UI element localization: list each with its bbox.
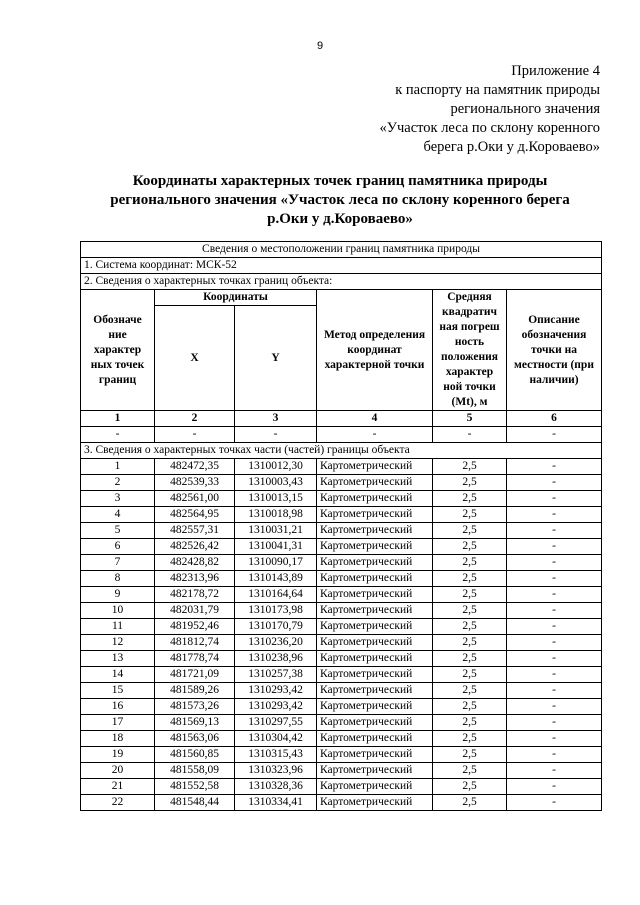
method-cell: Картометрический	[317, 523, 433, 539]
method-cell: Картометрический	[317, 747, 433, 763]
description-cell: -	[507, 539, 602, 555]
point-number-cell: 5	[81, 523, 155, 539]
x-coordinate-cell: 482557,31	[155, 523, 235, 539]
table-row	[81, 539, 602, 555]
table-row	[81, 795, 602, 811]
method-cell: Картометрический	[317, 571, 433, 587]
error-value-cell: 2,5	[433, 651, 507, 667]
point-number-cell: 22	[81, 795, 155, 811]
method-cell: Картометрический	[317, 459, 433, 475]
column-number-row	[81, 411, 602, 427]
error-value-cell: 2,5	[433, 619, 507, 635]
empty-cell: -	[507, 427, 602, 443]
x-coordinate-cell: 481558,09	[155, 763, 235, 779]
y-coordinate-cell: 1310297,55	[235, 715, 317, 731]
error-value-cell: 2,5	[433, 523, 507, 539]
table-row	[81, 747, 602, 763]
point-number-cell: 2	[81, 475, 155, 491]
boundary-points-section: 2. Сведения о характерных точках границ объекта:	[81, 274, 602, 290]
empty-cell: -	[155, 427, 235, 443]
error-value-cell: 2,5	[433, 587, 507, 603]
x-coordinate-cell: 481812,74	[155, 635, 235, 651]
error-value-cell: 2,5	[433, 475, 507, 491]
method-cell: Картометрический	[317, 667, 433, 683]
method-cell: Картометрический	[317, 715, 433, 731]
empty-cell: -	[235, 427, 317, 443]
error-value-cell: 2,5	[433, 779, 507, 795]
y-coordinate-cell: 1310090,17	[235, 555, 317, 571]
x-coordinate-cell: 481952,46	[155, 619, 235, 635]
point-number-cell: 4	[81, 507, 155, 523]
table-row	[81, 715, 602, 731]
header-error: Средняя квадратич ная погреш ность положения характер ной точки (Mt), м	[433, 290, 507, 411]
description-cell: -	[507, 731, 602, 747]
y-coordinate-cell: 1310304,42	[235, 731, 317, 747]
point-number-cell: 10	[81, 603, 155, 619]
appendix-heading	[379, 62, 600, 157]
table-row	[81, 475, 602, 491]
error-value-cell: 2,5	[433, 699, 507, 715]
description-cell: -	[507, 475, 602, 491]
y-coordinate-cell: 1310031,21	[235, 523, 317, 539]
y-coordinate-cell: 1310170,79	[235, 619, 317, 635]
y-coordinate-cell: 1310012,30	[235, 459, 317, 475]
y-coordinate-cell: 1310238,96	[235, 651, 317, 667]
table-row	[81, 507, 602, 523]
page-number: 9	[316, 40, 324, 52]
appendix-line: Приложение 4	[511, 63, 600, 79]
x-coordinate-cell: 481563,06	[155, 731, 235, 747]
method-cell: Картометрический	[317, 491, 433, 507]
y-coordinate-cell: 1310323,96	[235, 763, 317, 779]
y-coordinate-cell: 1310293,42	[235, 699, 317, 715]
description-cell: -	[507, 587, 602, 603]
description-cell: -	[507, 635, 602, 651]
description-cell: -	[507, 699, 602, 715]
table-row	[81, 603, 602, 619]
method-cell: Картометрический	[317, 795, 433, 811]
method-cell: Картометрический	[317, 635, 433, 651]
x-coordinate-cell: 482539,33	[155, 475, 235, 491]
appendix-line: к паспорту на памятник природы	[395, 82, 600, 98]
point-number-cell: 7	[81, 555, 155, 571]
description-cell: -	[507, 523, 602, 539]
y-coordinate-cell: 1310257,38	[235, 667, 317, 683]
y-coordinate-cell: 1310018,98	[235, 507, 317, 523]
appendix-line: берега р.Оки у д.Короваево»	[423, 139, 600, 155]
description-cell: -	[507, 619, 602, 635]
y-coordinate-cell: 1310013,15	[235, 491, 317, 507]
header-coordinates: Координаты	[155, 290, 317, 306]
method-cell: Картометрический	[317, 619, 433, 635]
error-value-cell: 2,5	[433, 715, 507, 731]
y-coordinate-cell: 1310328,36	[235, 779, 317, 795]
table-row	[81, 571, 602, 587]
error-value-cell: 2,5	[433, 667, 507, 683]
point-number-cell: 18	[81, 731, 155, 747]
table-row	[81, 587, 602, 603]
x-coordinate-cell: 482561,00	[155, 491, 235, 507]
appendix-line: «Участок леса по склону коренного	[379, 120, 600, 136]
table-row	[81, 683, 602, 699]
table-caption: Сведения о местоположении границ памятника природы	[81, 242, 602, 258]
description-cell: -	[507, 747, 602, 763]
table-row	[81, 651, 602, 667]
appendix-line: регионального значения	[450, 101, 600, 117]
x-coordinate-cell: 481569,13	[155, 715, 235, 731]
description-cell: -	[507, 571, 602, 587]
point-number-cell: 3	[81, 491, 155, 507]
x-coordinate-cell: 481552,58	[155, 779, 235, 795]
header-point-designation: Обозначе ние характер ных точек границ	[81, 290, 155, 411]
column-number: 4	[317, 411, 433, 427]
y-coordinate-cell: 1310236,20	[235, 635, 317, 651]
coordinate-system-row: 1. Система координат: МСК-52	[81, 258, 602, 274]
column-number: 5	[433, 411, 507, 427]
empty-cell: -	[317, 427, 433, 443]
point-number-cell: 11	[81, 619, 155, 635]
method-cell: Картометрический	[317, 699, 433, 715]
method-cell: Картометрический	[317, 683, 433, 699]
y-coordinate-cell: 1310315,43	[235, 747, 317, 763]
table-row	[81, 491, 602, 507]
error-value-cell: 2,5	[433, 459, 507, 475]
method-cell: Картометрический	[317, 507, 433, 523]
point-number-cell: 14	[81, 667, 155, 683]
method-cell: Картометрический	[317, 475, 433, 491]
part-boundary-section: 3. Сведения о характерных точках части (частей) границы объекта	[81, 443, 602, 459]
description-cell: -	[507, 507, 602, 523]
description-cell: -	[507, 715, 602, 731]
point-number-cell: 20	[81, 763, 155, 779]
description-cell: -	[507, 763, 602, 779]
point-number-cell: 8	[81, 571, 155, 587]
method-cell: Картометрический	[317, 651, 433, 667]
error-value-cell: 2,5	[433, 571, 507, 587]
x-coordinate-cell: 482564,95	[155, 507, 235, 523]
column-number: 6	[507, 411, 602, 427]
point-number-cell: 19	[81, 747, 155, 763]
error-value-cell: 2,5	[433, 683, 507, 699]
method-cell: Картометрический	[317, 539, 433, 555]
point-number-cell: 9	[81, 587, 155, 603]
x-coordinate-cell: 482313,96	[155, 571, 235, 587]
header-x: X	[155, 306, 235, 411]
point-number-cell: 21	[81, 779, 155, 795]
table-row	[81, 523, 602, 539]
x-coordinate-cell: 482031,79	[155, 603, 235, 619]
error-value-cell: 2,5	[433, 795, 507, 811]
method-cell: Картометрический	[317, 763, 433, 779]
x-coordinate-cell: 482472,35	[155, 459, 235, 475]
column-number: 1	[81, 411, 155, 427]
y-coordinate-cell: 1310041,31	[235, 539, 317, 555]
error-value-cell: 2,5	[433, 635, 507, 651]
description-cell: -	[507, 667, 602, 683]
title-line: Координаты характерных точек границ памятника природы	[132, 173, 548, 189]
y-coordinate-cell: 1310143,89	[235, 571, 317, 587]
point-number-cell: 13	[81, 651, 155, 667]
empty-cell: -	[81, 427, 155, 443]
x-coordinate-cell: 481778,74	[155, 651, 235, 667]
y-coordinate-cell: 1310164,64	[235, 587, 317, 603]
error-value-cell: 2,5	[433, 491, 507, 507]
table-row	[81, 667, 602, 683]
method-cell: Картометрический	[317, 555, 433, 571]
y-coordinate-cell: 1310173,98	[235, 603, 317, 619]
description-cell: -	[507, 491, 602, 507]
x-coordinate-cell: 481721,09	[155, 667, 235, 683]
table-row	[81, 459, 602, 475]
point-number-cell: 15	[81, 683, 155, 699]
description-cell: -	[507, 779, 602, 795]
table-row	[81, 699, 602, 715]
table-row	[81, 763, 602, 779]
empty-cell: -	[433, 427, 507, 443]
header-description: Описание обозначения точки на местности (при наличии)	[507, 290, 602, 411]
method-cell: Картометрический	[317, 731, 433, 747]
point-number-cell: 1	[81, 459, 155, 475]
description-cell: -	[507, 795, 602, 811]
point-number-cell: 16	[81, 699, 155, 715]
table-row	[81, 619, 602, 635]
error-value-cell: 2,5	[433, 747, 507, 763]
table-row	[81, 731, 602, 747]
y-coordinate-cell: 1310003,43	[235, 475, 317, 491]
column-number: 2	[155, 411, 235, 427]
point-number-cell: 12	[81, 635, 155, 651]
empty-row	[81, 427, 602, 443]
y-coordinate-cell: 1310334,41	[235, 795, 317, 811]
description-cell: -	[507, 555, 602, 571]
error-value-cell: 2,5	[433, 555, 507, 571]
method-cell: Картометрический	[317, 587, 433, 603]
point-number-cell: 17	[81, 715, 155, 731]
table-row	[81, 779, 602, 795]
table-row	[81, 635, 602, 651]
coordinates-table	[80, 241, 602, 811]
header-method: Метод определения координат характерной точки	[317, 290, 433, 411]
document-title	[80, 172, 600, 229]
title-line: р.Оки у д.Короваево»	[267, 211, 413, 227]
method-cell: Картометрический	[317, 779, 433, 795]
point-number-cell: 6	[81, 539, 155, 555]
x-coordinate-cell: 481548,44	[155, 795, 235, 811]
title-line: регионального значения «Участок леса по склону коренного берега	[110, 192, 570, 208]
y-coordinate-cell: 1310293,42	[235, 683, 317, 699]
table-row	[81, 555, 602, 571]
x-coordinate-cell: 481560,85	[155, 747, 235, 763]
description-cell: -	[507, 651, 602, 667]
method-cell: Картометрический	[317, 603, 433, 619]
error-value-cell: 2,5	[433, 763, 507, 779]
column-number: 3	[235, 411, 317, 427]
error-value-cell: 2,5	[433, 507, 507, 523]
description-cell: -	[507, 603, 602, 619]
x-coordinate-cell: 482178,72	[155, 587, 235, 603]
description-cell: -	[507, 683, 602, 699]
x-coordinate-cell: 482526,42	[155, 539, 235, 555]
description-cell: -	[507, 459, 602, 475]
x-coordinate-cell: 481573,26	[155, 699, 235, 715]
error-value-cell: 2,5	[433, 539, 507, 555]
header-y: Y	[235, 306, 317, 411]
error-value-cell: 2,5	[433, 603, 507, 619]
error-value-cell: 2,5	[433, 731, 507, 747]
x-coordinate-cell: 482428,82	[155, 555, 235, 571]
x-coordinate-cell: 481589,26	[155, 683, 235, 699]
